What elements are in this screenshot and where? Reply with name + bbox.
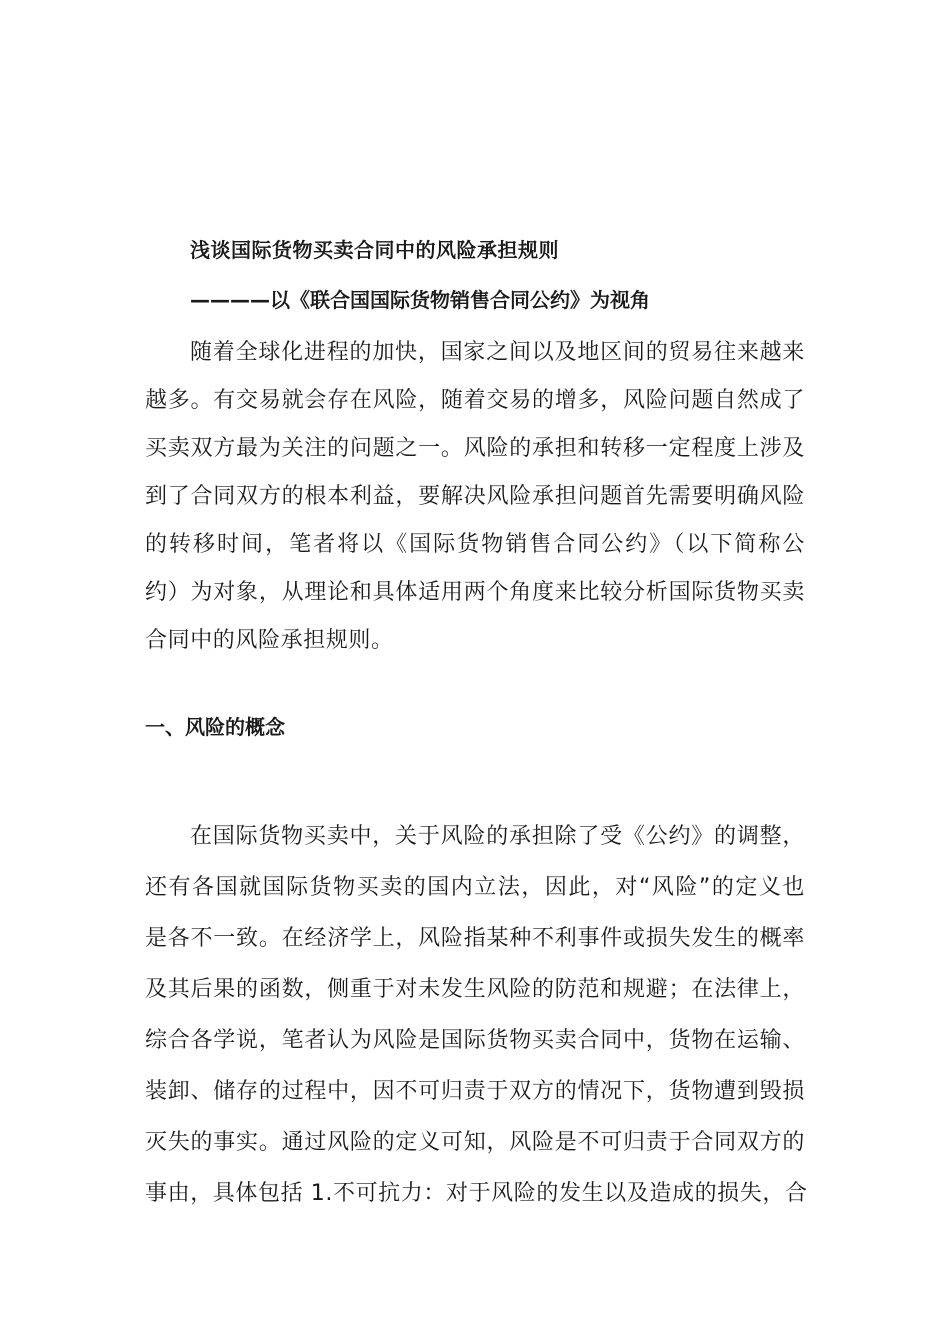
intro-paragraph-line: 买卖双方最为关注的问题之一。风险的承担和转移一定程度上涉及 bbox=[145, 436, 805, 461]
section-paragraph-line: 事由，具体包括 1.不可抗力：对于风险的发生以及造成的损失，合 bbox=[145, 1181, 808, 1206]
intro-paragraph-line: 约）为对象，从理论和具体适用两个角度来比较分析国际货物买卖 bbox=[145, 580, 805, 605]
intro-paragraph-line: 合同中的风险承担规则。 bbox=[145, 628, 394, 653]
section-paragraph-line: 还有各国就国际货物买卖的国内立法，因此，对“风险”的定义也 bbox=[145, 875, 805, 900]
section-paragraph-line: 在国际货物买卖中，关于风险的承担除了受《公约》的调整， bbox=[190, 824, 805, 849]
section-paragraph-line: 是各不一致。在经济学上，风险指某种不利事件或损失发生的概率 bbox=[145, 926, 805, 951]
document-subtitle: ————以《联合国国际货物销售合同公约》为视角 bbox=[190, 288, 650, 312]
intro-paragraph-line: 越多。有交易就会存在风险，随着交易的增多，风险问题自然成了 bbox=[145, 388, 805, 413]
section-paragraph-line: 灭失的事实。通过风险的定义可知，风险是不可归责于合同双方的 bbox=[145, 1130, 805, 1155]
section-paragraph-line: 及其后果的函数，侧重于对未发生风险的防范和规避；在法律上， bbox=[145, 977, 805, 1002]
intro-paragraph-line: 到了合同双方的根本利益，要解决风险承担问题首先需要明确风险 bbox=[145, 484, 805, 509]
section-heading: 一、风险的概念 bbox=[145, 715, 285, 739]
intro-paragraph-line: 的转移时间，笔者将以《国际货物销售合同公约》（以下简称公 bbox=[145, 532, 805, 557]
document-title: 浅谈国际货物买卖合同中的风险承担规则 bbox=[190, 238, 559, 262]
section-paragraph-line: 装卸、储存的过程中，因不可归责于双方的情况下，货物遭到毁损 bbox=[145, 1079, 805, 1104]
section-paragraph-line: 综合各学说，笔者认为风险是国际货物买卖合同中，货物在运输、 bbox=[145, 1028, 805, 1053]
intro-paragraph-line: 随着全球化进程的加快，国家之间以及地区间的贸易往来越来 bbox=[190, 340, 805, 365]
